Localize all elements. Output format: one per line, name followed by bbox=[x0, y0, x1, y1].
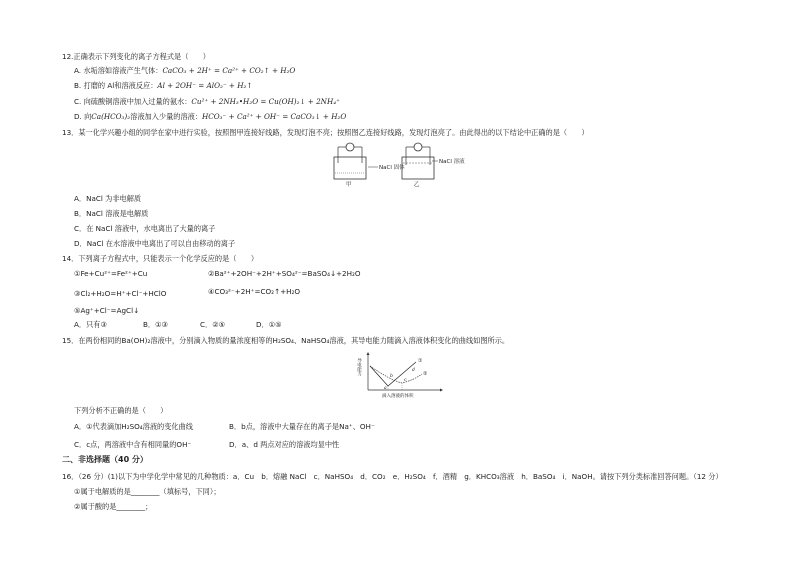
q12-c-equation: Cu²⁺ + 2NH₃•H₂O = Cu(OH)₂↓ + 2NH₄⁺ bbox=[191, 97, 340, 106]
q12-d-label-2: 溶液加入少量的溶液： bbox=[130, 112, 203, 121]
q13-option-c: C．在 NaCl 溶液中，水电离出了大量的离子 bbox=[74, 224, 216, 233]
point-b-label: b bbox=[390, 374, 393, 379]
beaker-right-icon bbox=[402, 157, 434, 179]
q12-a-equation: CaCO₃ + 2H⁺ = Ca²⁺ + CO₂↑ + H₂O bbox=[162, 66, 296, 75]
q16-sub-2: ②属于酸的是________； bbox=[74, 502, 153, 511]
q15-option-a: A．①代表滴加H₂SO₄溶液的变化曲线 bbox=[74, 422, 193, 431]
q15-conductivity-graph bbox=[358, 350, 448, 400]
q14-option-d: D．①⑤ bbox=[256, 320, 282, 329]
q14-option-b: B．①③ bbox=[143, 320, 169, 329]
fig-right-label: NaCl 溶液 bbox=[439, 159, 465, 165]
q15-option-d: D．a、d 两点对应的溶液均显中性 bbox=[229, 440, 340, 449]
point-c-label: c bbox=[404, 378, 407, 383]
q12-d-formula: Ca(HCO₃)₂ bbox=[91, 112, 131, 121]
q12-d-label: D. 向 bbox=[74, 112, 92, 121]
q15-stem: 15．在两份相同的Ba(OH)₂溶液中，分别滴入物质的量浓度相等的H₂SO₄、NaHSO₄溶液，其导电能力随滴入溶液体积变化的曲线如图所示。 bbox=[62, 336, 510, 345]
bulb-left-icon bbox=[346, 143, 354, 151]
bulb-right-icon bbox=[414, 143, 422, 151]
fig-left-label: NaCl 固体 bbox=[379, 165, 405, 171]
q14-option-c: C．②⑤ bbox=[200, 320, 226, 329]
q16-sub-1: ①属于电解质的是________（填标号，下同）； bbox=[74, 487, 221, 496]
q12-a-label: A. 水垢溶如溶液产生气体： bbox=[74, 66, 163, 75]
section-heading: 二、非选择题（40 分） bbox=[62, 455, 148, 464]
point-d-label: d bbox=[412, 368, 415, 373]
q13-option-d: D．NaCl 在水溶液中电离出了可以自由移动的离子 bbox=[74, 239, 236, 248]
circuit-left bbox=[334, 143, 405, 188]
q12-c-label: C. 向硫酸铜溶液中加入过量的氨水： bbox=[74, 97, 192, 106]
q12-b-equation: Al + 2OH⁻ = AlO₂⁻ + H₂↑ bbox=[157, 81, 253, 90]
q12-b-label: B. 打磨的 Al和溶液反应： bbox=[74, 81, 158, 90]
circuit-right bbox=[402, 143, 465, 188]
q16-stem: 16．（26 分）(1)以下为中学化学中常见的几种物质：a．Cu b．熔融 NaCl c．NaHSO₄ d．CO₂ e．H₂SO₄ f．酒精 g．KHCO₃溶液 h．BaSO₄ i．NaOH。请按下列分类标准回答问题。（12 分） bbox=[62, 472, 723, 481]
q12-option-a bbox=[74, 66, 295, 75]
q13-option-a: A．NaCl 为非电解质 bbox=[74, 194, 142, 203]
q15-option-b: B．b点，溶液中大量存在的离子是Na⁺、OH⁻ bbox=[229, 422, 375, 431]
beaker-left-icon bbox=[334, 157, 366, 179]
q15-option-c: C．c点，两溶液中含有相同量的OH⁻ bbox=[74, 440, 192, 449]
q14-item-1: ①Fe+Cu²⁺=Fe²⁺+Cu bbox=[74, 269, 148, 278]
q12-d-equation: HCO₃⁻ + Ca²⁺ + OH⁻ = CaCO₃↓ + H₂O bbox=[202, 112, 347, 121]
q15-question: 下列分析不正确的是（ ） bbox=[74, 406, 168, 415]
q12-stem: 12.正确表示下列变化的离子方程式是（ ） bbox=[62, 52, 210, 61]
point-a-label: a bbox=[384, 386, 387, 391]
q12-option-b bbox=[74, 81, 252, 90]
q14-item-4: ④CO₃²⁻+2H⁺=CO₂↑+H₂O bbox=[208, 287, 301, 296]
q14-item-3: ③Cl₂+H₂O=H⁺+Cl⁻+HClO bbox=[74, 289, 167, 298]
graph-xlabel: 滴入溶液的体积 bbox=[382, 394, 414, 399]
q13-stem: 13．某一化学兴趣小组的同学在家中进行实验，按照图甲连接好线路，发现灯泡不亮；按照图乙连接好线路，发现灯泡亮了。由此得出的以下结论中正确的是（ ） bbox=[62, 128, 589, 137]
q13-option-b: B．NaCl 溶液是电解质 bbox=[74, 209, 149, 218]
curve-1 bbox=[370, 362, 416, 386]
graph-ylabel: 导电能力 bbox=[356, 358, 362, 376]
curve-2-label: ② bbox=[423, 371, 428, 377]
q14-option-a: A．只有③ bbox=[74, 320, 107, 329]
q12-option-c bbox=[74, 97, 340, 106]
q14-item-2: ②Ba²⁺+2OH⁻+2H⁺+SO₄²⁻=BaSO₄↓+2H₂O bbox=[208, 269, 361, 278]
curve-1-label: ① bbox=[418, 358, 423, 364]
q14-item-5: ⑤Ag⁺+Cl⁻=AgCl↓ bbox=[74, 306, 140, 315]
q12-option-d bbox=[74, 112, 346, 121]
fig-left-caption: 甲 bbox=[346, 182, 352, 188]
fig-right-caption: 乙 bbox=[414, 182, 420, 188]
q14-stem: 14．下列离子方程式中，只能表示一个化学反应的是（ ） bbox=[62, 254, 259, 263]
q13-circuit-figure bbox=[328, 141, 468, 189]
